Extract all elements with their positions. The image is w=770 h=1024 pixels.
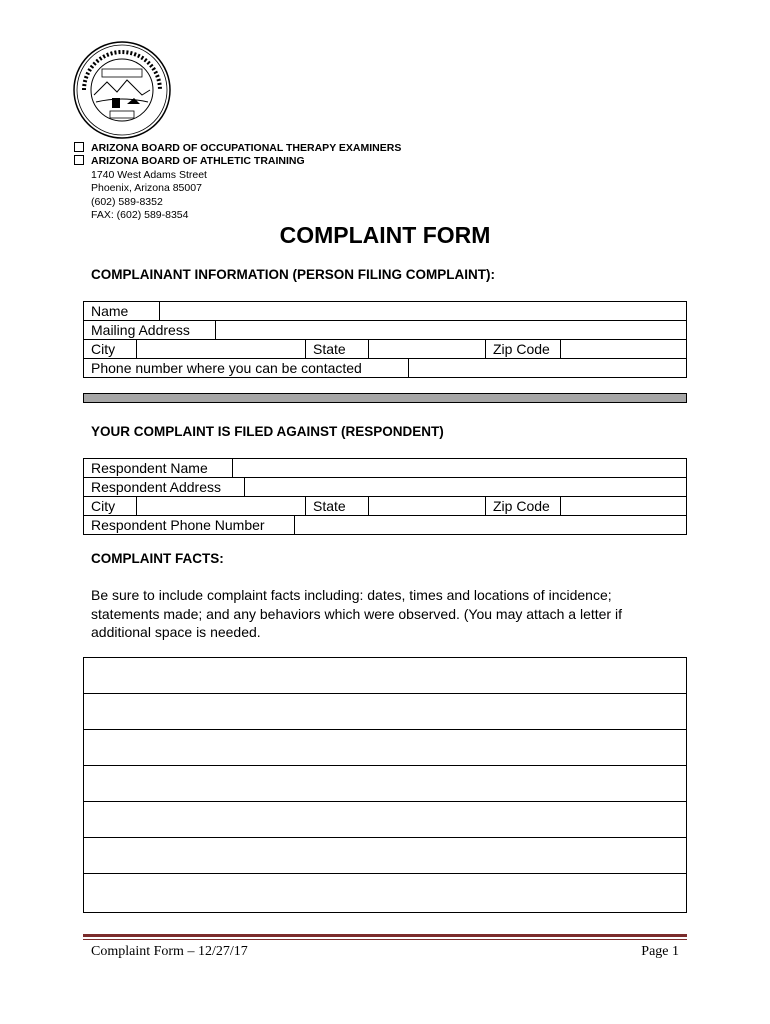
complainant-phone-label: Phone number where you can be contacted (84, 359, 409, 377)
respondent-state-field[interactable] (369, 497, 486, 515)
complainant-city-field[interactable] (137, 340, 306, 358)
respondent-name-label: Respondent Name (84, 459, 233, 477)
respondent-info-table (83, 458, 687, 535)
respondent-zip-field[interactable] (561, 497, 686, 515)
respondent-phone-label: Respondent Phone Number (84, 516, 295, 534)
facts-line[interactable] (84, 694, 686, 730)
facts-heading: COMPLAINT FACTS: (91, 551, 224, 566)
respondent-phone-field[interactable] (295, 516, 686, 534)
complainant-phone-field[interactable] (409, 359, 686, 377)
footer-rule (83, 934, 687, 937)
address-fax: FAX: (602) 589-8354 (91, 209, 189, 221)
complainant-zip-label: Zip Code (486, 340, 561, 358)
address-phone: (602) 589-8352 (91, 196, 163, 208)
complainant-info-table (83, 301, 687, 378)
agency-athletic-training: ARIZONA BOARD OF ATHLETIC TRAINING (91, 155, 305, 168)
checkbox-athletic-training[interactable] (74, 155, 84, 165)
complainant-name-field[interactable] (160, 302, 686, 320)
respondent-name-field[interactable] (233, 459, 686, 477)
section-divider (83, 393, 687, 403)
complainant-mailing-label: Mailing Address (84, 321, 216, 339)
complainant-name-label: Name (84, 302, 160, 320)
complainant-state-label: State (306, 340, 369, 358)
respondent-address-label: Respondent Address (84, 478, 245, 496)
agency-occupational-therapy: ARIZONA BOARD OF OCCUPATIONAL THERAPY EXAMINERS (91, 142, 401, 155)
respondent-city-label: City (84, 497, 137, 515)
page-title: COMPLAINT FORM (279, 222, 491, 248)
respondent-heading: YOUR COMPLAINT IS FILED AGAINST (RESPONDENT) (91, 424, 444, 439)
facts-line[interactable] (84, 658, 686, 694)
footer-page-number: Page 1 (641, 944, 679, 959)
respondent-address-field[interactable] (245, 478, 686, 496)
facts-line[interactable] (84, 838, 686, 874)
facts-line[interactable] (84, 874, 686, 910)
footer-rule-thin (83, 939, 687, 940)
complainant-city-label: City (84, 340, 137, 358)
checkbox-occupational-therapy[interactable] (74, 142, 84, 152)
footer-form-date: Complaint Form – 12/27/17 (91, 944, 248, 959)
complainant-state-field[interactable] (369, 340, 486, 358)
complainant-zip-field[interactable] (561, 340, 686, 358)
facts-line[interactable] (84, 730, 686, 766)
respondent-city-field[interactable] (137, 497, 306, 515)
facts-instructions: Be sure to include complaint facts including: dates, times and locations of incidence; statements made; and any behaviors which were observed. (You may attach a letter if additional space is needed. (91, 587, 622, 640)
facts-line[interactable] (84, 802, 686, 838)
facts-line[interactable] (84, 766, 686, 802)
respondent-zip-label: Zip Code (486, 497, 561, 515)
respondent-state-label: State (306, 497, 369, 515)
address-city: Phoenix, Arizona 85007 (91, 182, 202, 194)
complainant-heading: COMPLAINANT INFORMATION (PERSON FILING COMPLAINT): (91, 267, 495, 282)
arizona-state-seal (72, 40, 172, 140)
complaint-facts-box[interactable] (83, 657, 687, 913)
complainant-mailing-field[interactable] (216, 321, 686, 339)
address-street: 1740 West Adams Street (91, 169, 207, 181)
